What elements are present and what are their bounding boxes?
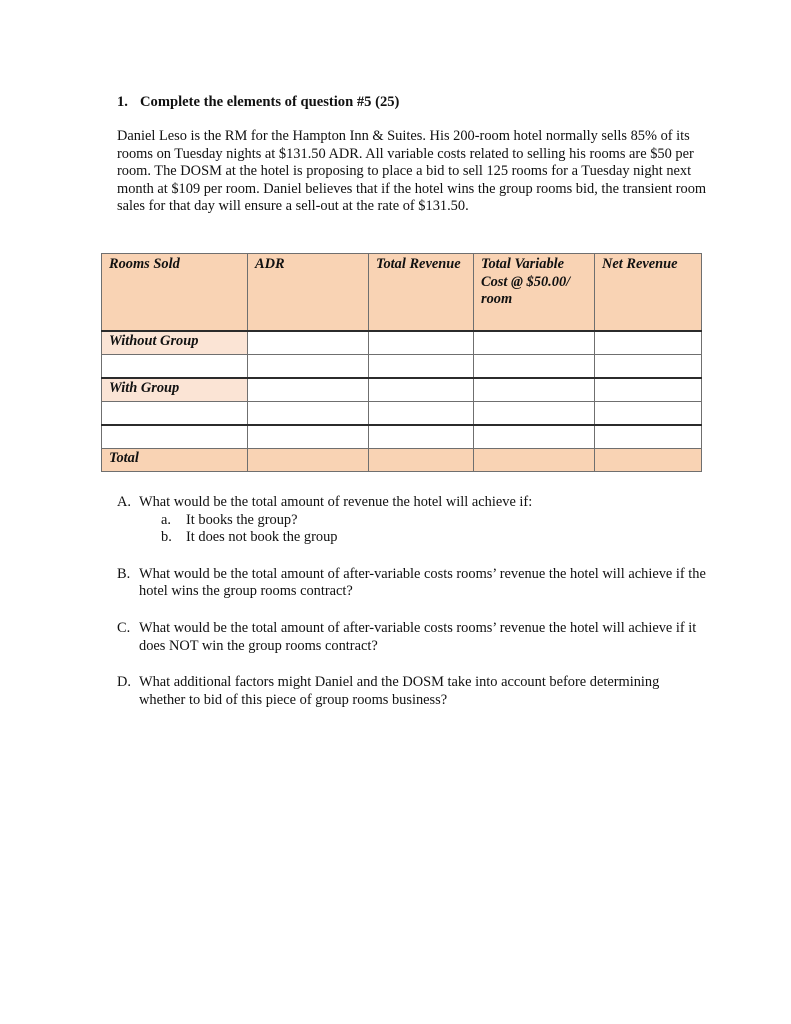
header-adr: ADR xyxy=(248,254,369,332)
header-rooms-sold: Rooms Sold xyxy=(102,254,248,332)
table-cell[interactable] xyxy=(595,425,702,449)
table-header-row xyxy=(102,254,702,332)
sub-question-text: It does not book the group xyxy=(186,529,338,546)
sub-question-letter: a. xyxy=(161,511,171,528)
question-d xyxy=(117,674,707,709)
questions-list xyxy=(117,494,707,709)
table-cell[interactable] xyxy=(474,331,595,355)
table-row xyxy=(102,355,702,379)
table-cell[interactable] xyxy=(369,449,474,472)
header-total-variable-cost: Total Variable Cost @ $50.00/ room xyxy=(474,254,595,332)
question-title: Complete the elements of question #5 (25) xyxy=(140,94,400,110)
table-cell[interactable] xyxy=(248,449,369,472)
table-row-with-group xyxy=(102,378,702,402)
question-text: What would be the total amount of after-variable costs rooms’ revenue the hotel will achieve if it does NOT win the group rooms contract? xyxy=(139,619,697,654)
row-label-without-group: Without Group xyxy=(102,331,248,355)
table-row-without-group xyxy=(102,331,702,355)
table-cell[interactable] xyxy=(248,402,369,426)
table-cell[interactable] xyxy=(102,402,248,426)
table-cell[interactable] xyxy=(474,425,595,449)
question-letter: D. xyxy=(117,674,131,691)
question-text: What would be the total amount of after-variable costs rooms’ revenue the hotel will achieve if the hotel wins the group rooms contract? xyxy=(139,565,706,600)
table-cell[interactable] xyxy=(248,425,369,449)
question-c xyxy=(117,620,707,655)
sub-question-text: It books the group? xyxy=(186,511,298,528)
question-letter: B. xyxy=(117,565,131,582)
table-cell[interactable] xyxy=(248,355,369,379)
table-row xyxy=(102,402,702,426)
table-cell[interactable] xyxy=(595,331,702,355)
question-text: What would be the total amount of revenue the hotel will achieve if: xyxy=(139,494,533,510)
sub-question-letter: b. xyxy=(161,529,172,546)
table-cell[interactable] xyxy=(474,378,595,402)
header-net-revenue: Net Revenue xyxy=(595,254,702,332)
question-a xyxy=(117,494,707,547)
table-row-total xyxy=(102,449,702,472)
table-cell[interactable] xyxy=(474,402,595,426)
table-cell[interactable] xyxy=(369,355,474,379)
table-cell[interactable] xyxy=(102,355,248,379)
question-heading xyxy=(117,94,399,112)
table-cell[interactable] xyxy=(248,378,369,402)
table-cell[interactable] xyxy=(474,449,595,472)
table-cell[interactable] xyxy=(369,331,474,355)
table-cell[interactable] xyxy=(369,378,474,402)
question-letter: C. xyxy=(117,619,131,636)
table-cell[interactable] xyxy=(595,355,702,379)
question-letter: A. xyxy=(117,494,131,510)
question-text: What additional factors might Daniel and the DOSM take into account before determining whether to bid of this piece of group rooms business? xyxy=(139,674,660,708)
table-cell[interactable] xyxy=(474,355,595,379)
row-label-total: Total xyxy=(102,449,248,472)
table-cell[interactable] xyxy=(248,331,369,355)
revenue-table xyxy=(101,253,702,472)
table-cell[interactable] xyxy=(595,402,702,426)
sub-question-b xyxy=(161,529,707,547)
table-cell[interactable] xyxy=(595,449,702,472)
table-cell[interactable] xyxy=(369,402,474,426)
table-row xyxy=(102,425,702,449)
intro-paragraph: Daniel Leso is the RM for the Hampton Inn & Suites. His 200-room hotel normally sells 85% of its rooms on Tuesday nights at $131.50 ADR. All variable costs related to selling his rooms are $50 per room. The DOSM at the hotel is proposing to place a bid to sell 125 rooms for a Tuesday night next month at $109 per room. Daniel believes that if the hotel wins the group rooms bid, the transient room sales for that day will ensure a sell-out at the rate of $131.50. xyxy=(117,128,707,215)
table-cell[interactable] xyxy=(595,378,702,402)
table-cell[interactable] xyxy=(369,425,474,449)
row-label-with-group: With Group xyxy=(102,378,248,402)
question-number: 1. xyxy=(117,94,128,110)
header-total-revenue: Total Revenue xyxy=(369,254,474,332)
table-cell[interactable] xyxy=(102,425,248,449)
sub-question-a xyxy=(161,512,707,530)
question-b xyxy=(117,566,707,601)
